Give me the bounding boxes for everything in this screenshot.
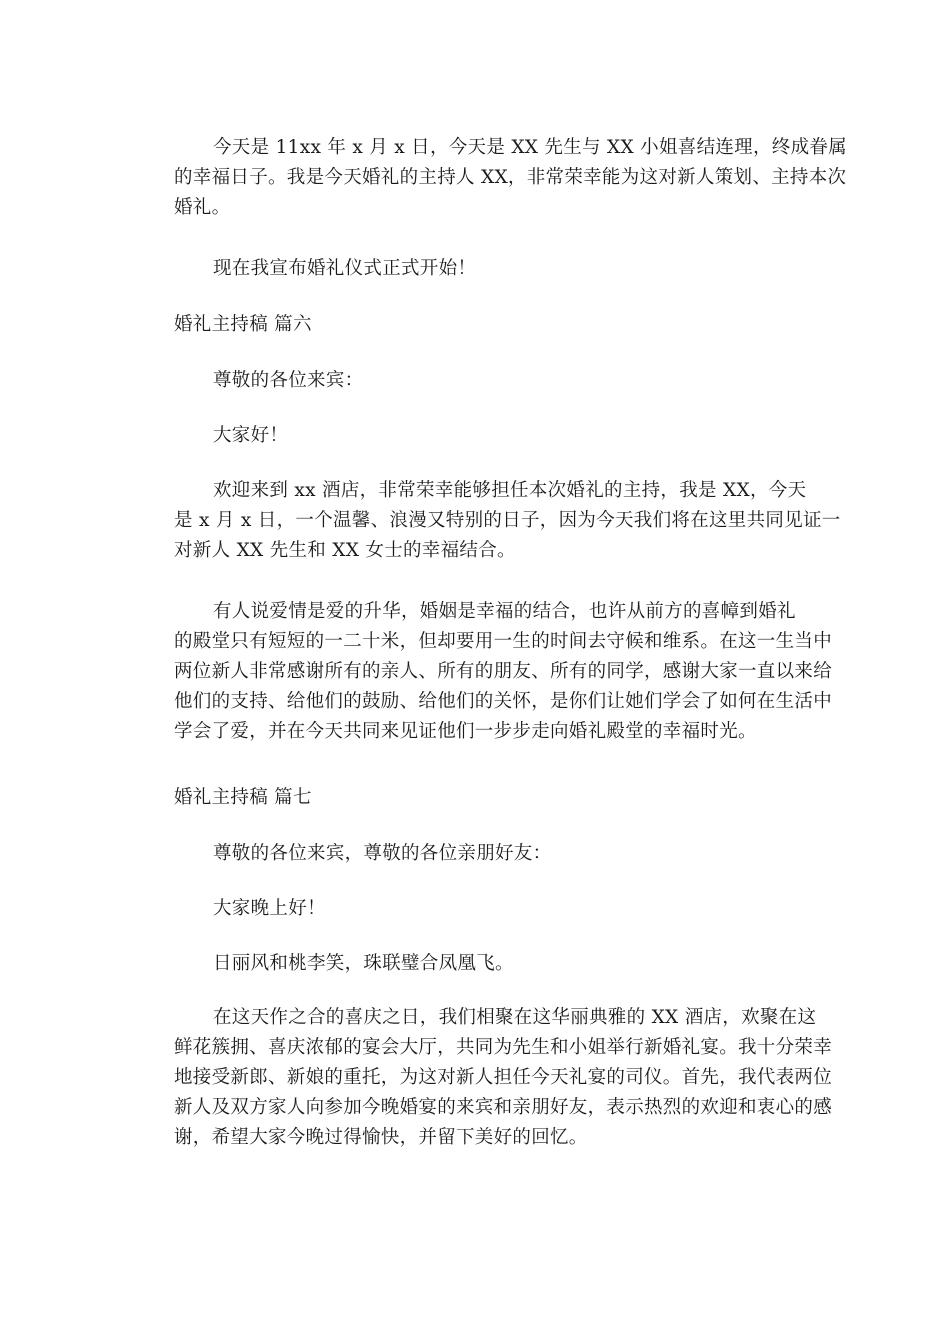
paragraph-line: 在这天作之合的喜庆之日，我们相聚在这华丽典雅的 XX 酒店，欢聚在这 [213,1007,817,1028]
paragraph [174,894,819,924]
paragraph-line: 今天是 11xx 年 x 月 x 日，今天是 XX 先生与 XX 小姐喜结连理，终成眷属 [213,137,847,158]
section-heading-text: 婚礼主持稿 篇六 [174,314,312,335]
paragraph-line: 大家好！ [213,425,289,446]
paragraph [174,949,819,979]
paragraph [174,1003,833,1153]
paragraph-line: 的殿堂只有短短的一二十米，但却要用一生的时间去守候和维系。在这一生当中 [174,631,833,652]
paragraph-line: 婚礼。 [174,197,231,218]
paragraph [174,839,819,869]
paragraph-line: 是 x 月 x 日，一个温馨、浪漫又特别的日子，因为今天我们将在这里共同见证一 [174,510,841,531]
paragraph-line: 他们的支持、给他们的鼓励、给他们的关怀，是你们让她们学会了如何在生活中 [174,691,833,712]
paragraph-line: 新人及双方家人向参加今晚婚宴的来宾和亲朋好友，表示热烈的欢迎和衷心的感 [174,1097,833,1118]
paragraph [174,254,819,284]
paragraph-line: 鲜花簇拥、喜庆浓郁的宴会大厅，共同为先生和小姐举行新婚礼宴。我十分荣幸 [174,1037,833,1058]
paragraph [174,366,819,396]
paragraph [174,476,841,566]
paragraph [174,421,819,451]
paragraph-line: 欢迎来到 xx 酒店，非常荣幸能够担任本次婚礼的主持，我是 XX，今天 [213,480,807,501]
paragraph-line: 谢，希望大家今晚过得愉快，并留下美好的回忆。 [174,1127,588,1148]
paragraph-line: 日丽风和桃李笑，珠联璧合凤凰飞。 [213,953,514,974]
paragraph [174,133,847,223]
paragraph-line: 地接受新郎、新娘的重托，为这对新人担任今天礼宴的司仪。首先，我代表两位 [174,1067,833,1088]
paragraph-line: 对新人 XX 先生和 XX 女士的幸福结合。 [174,540,516,561]
paragraph-line: 尊敬的各位来宾，尊敬的各位亲朋好友： [213,843,552,864]
paragraph-line: 两位新人非常感谢所有的亲人、所有的朋友、所有的同学，感谢大家一直以来给 [174,661,833,682]
paragraph-line: 学会了爱，并在今天共同来见证他们一步步走向婚礼殿堂的幸福时光。 [174,721,757,742]
paragraph-line: 现在我宣布婚礼仪式正式开始！ [213,258,477,279]
section-heading-text: 婚礼主持稿 篇七 [174,787,312,808]
paragraph-line: 大家晚上好！ [213,898,326,919]
section-heading [174,310,819,340]
paragraph-line: 有人说爱情是爱的升华，婚姻是幸福的结合，也许从前方的喜幛到婚礼 [213,601,796,622]
paragraph-line: 尊敬的各位来宾： [213,370,364,391]
paragraph [174,597,833,747]
section-heading [174,783,819,813]
paragraph-line: 的幸福日子。我是今天婚礼的主持人 XX，非常荣幸能为这对新人策划、主持本次 [174,167,847,188]
